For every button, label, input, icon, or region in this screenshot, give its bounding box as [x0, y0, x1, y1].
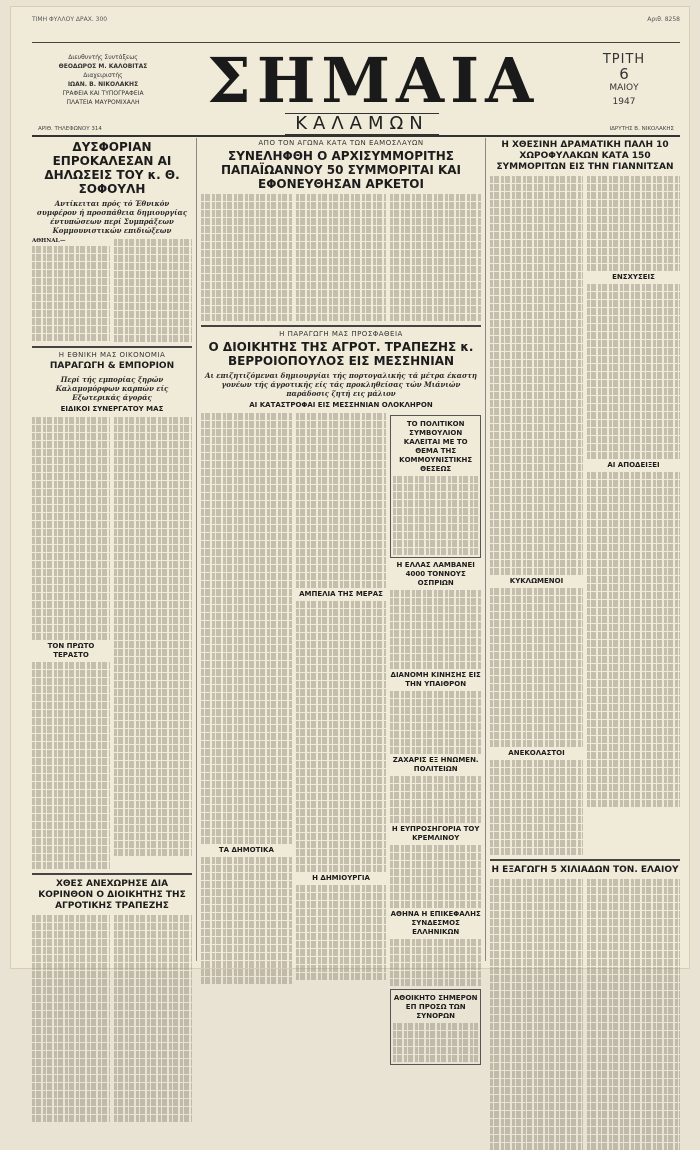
article-text — [114, 914, 192, 1122]
article-text — [587, 878, 680, 1150]
headline-corinth: ΧΘΕΣ ΑΝΕΧΩΡΗΣΕ ΔΙΑ ΚΟΡΙΝΘΟΝ Ο ΔΙΟΙΚΗΤΗΣ ΤΗΣ ΑΓΡΟΤΙΚΗΣ ΤΡΑΠΕΖΗΣ — [38, 879, 186, 911]
date-day: ΤΡΙΤΗ — [602, 52, 646, 67]
headline-legumes: Η ΕΛΛΑΣ ΛΑΜΒΑΝΕΙ 4000 ΤΟΝΝΟΥΣ ΟΣΠΡΙΩΝ — [396, 561, 475, 587]
headline-arrest: ΣΥΝΕΛΗΦΘΗ Ο ΑΡΧΙΣΥΜΜΟΡΙΤΗΣ ΠΑΠΑΪΩΑΝΝΟΥ 50 ΣΥΜΜΟΡΙΤΑΙ ΚΑΙ ΕΦΟΝΕΥΘΗΣΑΝ ΑΡΚΕΤΟΙ — [220, 149, 462, 191]
article-text — [32, 914, 110, 1122]
article-text — [296, 193, 387, 321]
masthead-footer — [38, 126, 674, 136]
subhead-vineyards: ΑΜΠΕΛΙΑ ΤΗΣ ΜΕΡΑΣ — [299, 590, 383, 598]
article-text — [32, 238, 110, 342]
editor-line: Διαχειριστής — [83, 72, 123, 79]
title-sub: ΚΑΛΑΜΩΝ — [285, 113, 439, 135]
editor-line: ΠΛΑΤΕΙΑ ΜΑΥΡΟΜΙΧΑΛΗ — [66, 99, 140, 106]
article-text — [32, 416, 110, 869]
masthead-date-box — [584, 53, 664, 109]
deck-sofoulis: Αντίκειται πρός τό Έθνικόν συμφέρον ή προσπάθεια δημιουργίας έντυπώσεων περί Συμπράξεων Κομμουνιστικών επιδιώξεων — [36, 199, 188, 235]
date-number: 6 — [619, 65, 629, 83]
right-column — [490, 138, 680, 961]
price-label: ΤΙΜΗ ΦΥΛΛΟΥ ΔΡΑΧ. 300 — [32, 16, 108, 23]
article-text — [390, 193, 481, 321]
headline-distribution: ΔΙΑΝΟΜΗ ΚΙΝΗΣΗΣ ΕΙΣ ΤΗΝ ΥΠΑΙΘΡΟΝ — [390, 671, 481, 688]
subhead-uncontrolled: ΑΝΕΚΟΛΑΣΤΟΙ — [508, 749, 565, 757]
headline-borders: ΑΘΟΙΚΗΤΟ ΣΗΜΕΡΟΝ ΕΠ ΠΡΟΣΩ ΤΩΝ ΣΥΝΟΡΩΝ — [393, 994, 478, 1020]
article-text — [390, 412, 481, 1068]
deck-governor: Αι επιζητιζόμεναι δημιουργίαι τής πορτογαλικής τά μέτρα έκαστη γονέων τής άγροτικής είς τάς προκληθείσας τών Μιάνιών παράδοσις ζητή εις μάλιον — [205, 371, 477, 398]
article-text — [296, 412, 387, 1068]
title-main: ΣΗΜΑΙΑ — [207, 44, 540, 117]
editor-line: Διευθυντής Συντάξεως — [68, 54, 138, 61]
article-text — [490, 175, 583, 855]
kicker-economy: Η ΕΘΝΙΚΗ ΜΑΣ ΟΙΚΟΝΟΜΙΑ — [58, 351, 166, 359]
subhead-demotika: ΤΑ ΔΗΜΟΤΙΚΑ — [218, 846, 274, 854]
headline-council: ΤΟ ΠΟΛΙΤΙΚΟΝ ΣΥΜΒΟΥΛΙΟΝ ΚΑΛΕΙΤΑΙ ΜΕ ΤΟ ΘΕΜΑ ΤΗΣ ΚΟΜΜΟΥΝΙΣΤΙΚΗΣ ΘΕΣΕΩΣ — [399, 420, 473, 473]
subhead-messinia: ΑΙ ΚΑΤΑΣΤΡΟΦΑΙ ΕΙΣ ΜΕΣΣΗΝΙΑΝ ΟΛΟΚΛΗΡΟΝ — [249, 401, 433, 409]
subhead-surrounded: ΚΥΚΛΩΜΕΝΟΙ — [509, 577, 564, 585]
subhead-reinforcements: ΕΝΣΧΥΣΕΙΣ — [612, 273, 655, 281]
subhead-proofs: ΑΙ ΑΠΟΔΕΙΞΕΙ — [607, 461, 660, 469]
boxed-article — [390, 415, 481, 558]
boxed-article — [390, 989, 481, 1065]
article-text — [490, 878, 583, 1150]
article-text — [587, 175, 680, 855]
newspaper-title — [207, 44, 540, 135]
masthead — [32, 42, 680, 137]
subhead-correspondent: ΕΙΔΙΚΟΙ ΣΥΝΕΡΓΑΤΟΥ ΜΑΣ — [60, 405, 164, 413]
phone-line: ΑΡΙΘ. ΤΗΛΕΦΩΝΟΥ 314 — [38, 126, 102, 132]
article-text — [201, 193, 292, 321]
article-text — [114, 416, 192, 869]
issue-number: Αριθ. 8258 — [647, 16, 680, 23]
headline-olive-oil: Η ΕΞΑΓΩΓΗ 5 ΧΙΛΙΑΔΩΝ ΤΟΝ. ΕΛΑΙΟΥ — [491, 865, 679, 875]
editor-line: ΘΕΟΔΩΡΟΣ Μ. ΚΑΛΟΒΙΤΑΣ — [58, 63, 148, 70]
headline-athens: ΑΘΗΝΑ Η ΕΠΙΚΕΦΑΛΗΣ ΣΥΝΔΕΣΜΟΣ ΕΛΛΗΝΙΚΩΝ — [390, 910, 481, 936]
kicker-production: Η ΠΑΡΑΓΩΓΗ ΜΑΣ ΠΡΟΣΦΑΘΕΙΑ — [279, 330, 403, 338]
middle-column — [196, 138, 486, 1020]
deck-production: Περί τής εμπορίας ξηρών Καλαμομόρφων καρπών είς Εξωτερικάς άγοράς — [55, 375, 169, 402]
article-text — [114, 238, 192, 342]
headline-production: ΠΑΡΑΓΩΓΗ & ΕΜΠΟΡΙΟΝ — [49, 361, 175, 371]
newspaper-page — [10, 6, 690, 1020]
left-column — [32, 138, 192, 961]
dateline: ΑΘΗΝΑΙ.— — [32, 238, 66, 244]
headline-giannitsa: Η ΧΘΕΣΙΝΗ ΔΡΑΜΑΤΙΚΗ ΠΑΛΗ 10 ΧΩΡΟΦΥΛΑΚΩΝ ΚΑΤΑ 150 ΣΥΜΜΟΡΙΤΩΝ ΕΙΣ ΤΗΝ ΓΙΑΝΝΙΤΣΑΝ — [496, 140, 674, 172]
headline-sugar: ΖΑΧΑΡΙΣ ΕΞ ΗΝΩΜΕΝ. ΠΟΛΙΤΕΙΩΝ — [392, 756, 479, 773]
date-month: ΜΑΙΟΥ — [609, 83, 639, 93]
date-year: 1947 — [612, 97, 636, 107]
headline-sofoulis: ΔΥΣΦΟΡΙΑΝ ΕΠΡΟΚΑΛΕΣΑΝ ΑΙ ΔΗΛΩΣΕΙΣ ΤΟΥ κ. Θ. ΣΟΦΟΥΛΗ — [44, 140, 180, 196]
editor-line: ΙΩΑΝ. Β. ΝΙΚΟΛΑΚΗΣ — [67, 81, 139, 88]
headline-governor: Ο ΔΙΟΙΚΗΤΗΣ ΤΗΣ ΑΓΡΟΤ. ΤΡΑΠΕΖΗΣ κ. ΒΕΡΡΟΙΟΠΟΥΛΟΣ ΕΙΣ ΜΕΣΣΗΝΙΑΝ — [208, 340, 474, 368]
kicker-eamoslavs: ΑΠΟ ΤΟΝ ΑΓΩΝΑ ΚΑΤΑ ΤΩΝ ΕΑΜΟΣΛΑΥΩΝ — [258, 139, 424, 147]
subhead-first: ΤΟΝ ΠΡΩΤΟ ΤΕΡΑΣΤΟ — [47, 642, 95, 659]
founder-line: ΙΔΡΥΤΗΣ Β. ΝΙΚΟΛΑΚΗΣ — [609, 126, 674, 132]
top-line — [32, 16, 680, 26]
masthead-editor-box — [38, 53, 168, 107]
headline-kremlin: Η ΕΥΠΡΟΣΗΓΟΡΙΑ ΤΟΥ ΚΡΕΜΛΙΝΟΥ — [391, 825, 480, 842]
article-text — [201, 412, 292, 1068]
subhead-creation: Η ΔΗΜΙΟΥΡΓΙΑ — [312, 874, 370, 882]
editor-line: ΓΡΑΦΕΙΑ ΚΑΙ ΤΥΠΟΓΡΑΦΕΙΑ — [62, 90, 144, 97]
